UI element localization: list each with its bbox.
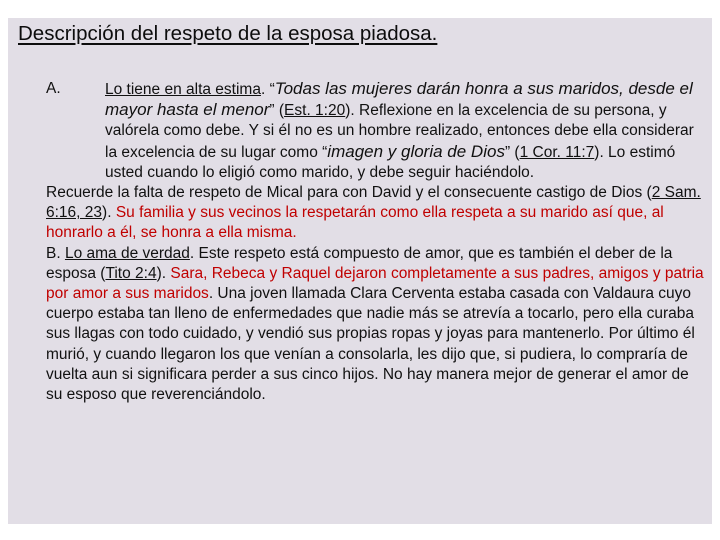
- section-a-label: A.: [46, 80, 61, 97]
- section-a-text-2: ” (: [504, 143, 520, 161]
- section-b-text-3: . Una joven llamada Clara Cerventa estaba casada con Valdaura cuyo cuerpo estaba tan lleno de enfermedades que nadie más se atrevía a tocarlo, pero ella curaba sus llagas con todo cuidado, y vendió sus propias ropas y joyas para mantenerlo. Por último él murió, y cuando llegaron los que venían a consolarla, les dijo que, si pudiera, lo compraría de vuelta aun si significara perder a sus cinco hijos. No hay manera mejor de generar el amor de su esposo que reverenciándolo.: [46, 285, 695, 404]
- reference-corinthians: 1 Cor. 11:7: [519, 143, 595, 161]
- mical-text-1: Recuerde la falta de respeto de Mical para con David y el consecuente castigo de Dios (: [46, 184, 652, 202]
- section-a-heading: Lo tiene en alta estima: [105, 81, 261, 98]
- section-b-label: B.: [46, 244, 65, 262]
- section-b: [46, 244, 706, 406]
- mical-red-text: Su familia y sus vecinos la respetarán como ella respeta a su marido así que, al honrarlo a él, se honra a ella misma.: [46, 204, 664, 242]
- slide-title: Descripción del respeto de la esposa piadosa.: [18, 22, 438, 45]
- section-a-text-1: ). Reflexione en la excelencia de su persona, y valórela como debe. Y si él no es un hombre realizado, entonces debe ella considerar la excelencia de su lugar como “: [105, 102, 694, 161]
- quote-corinthians: imagen y gloria de Dios: [327, 141, 505, 161]
- reference-titus: Tito 2:4: [105, 264, 157, 282]
- section-b-text-2: ).: [156, 264, 171, 282]
- quote-close: ” (: [269, 102, 285, 120]
- reference-samuel: 2 Sam. 6:16, 23: [46, 184, 701, 222]
- section-b-heading: Lo ama de verdad: [64, 244, 190, 262]
- section-b-red-text: Sara, Rebeca y Raquel dejaron completamente a sus padres, amigos y patria por amor a sus maridos: [46, 264, 704, 303]
- mical-text-2: ).: [102, 204, 116, 222]
- section-a-text-3: ). Lo estimó usted cuando lo eligió como marido, y debe seguir haciéndolo.: [105, 143, 676, 181]
- paragraph-mical: [46, 183, 706, 244]
- slide-body: [46, 79, 706, 405]
- section-a: [46, 79, 706, 183]
- slide: [8, 18, 712, 524]
- section-b-text-1: . Este respeto está compuesto de amor, que es también el deber de la esposa (: [46, 244, 673, 282]
- reference-esther: Est. 1:20: [284, 102, 346, 120]
- quote-open: . “: [260, 81, 275, 98]
- quote-esther: Todas las mujeres darán honra a sus maridos, desde el mayor hasta el menor: [105, 79, 693, 120]
